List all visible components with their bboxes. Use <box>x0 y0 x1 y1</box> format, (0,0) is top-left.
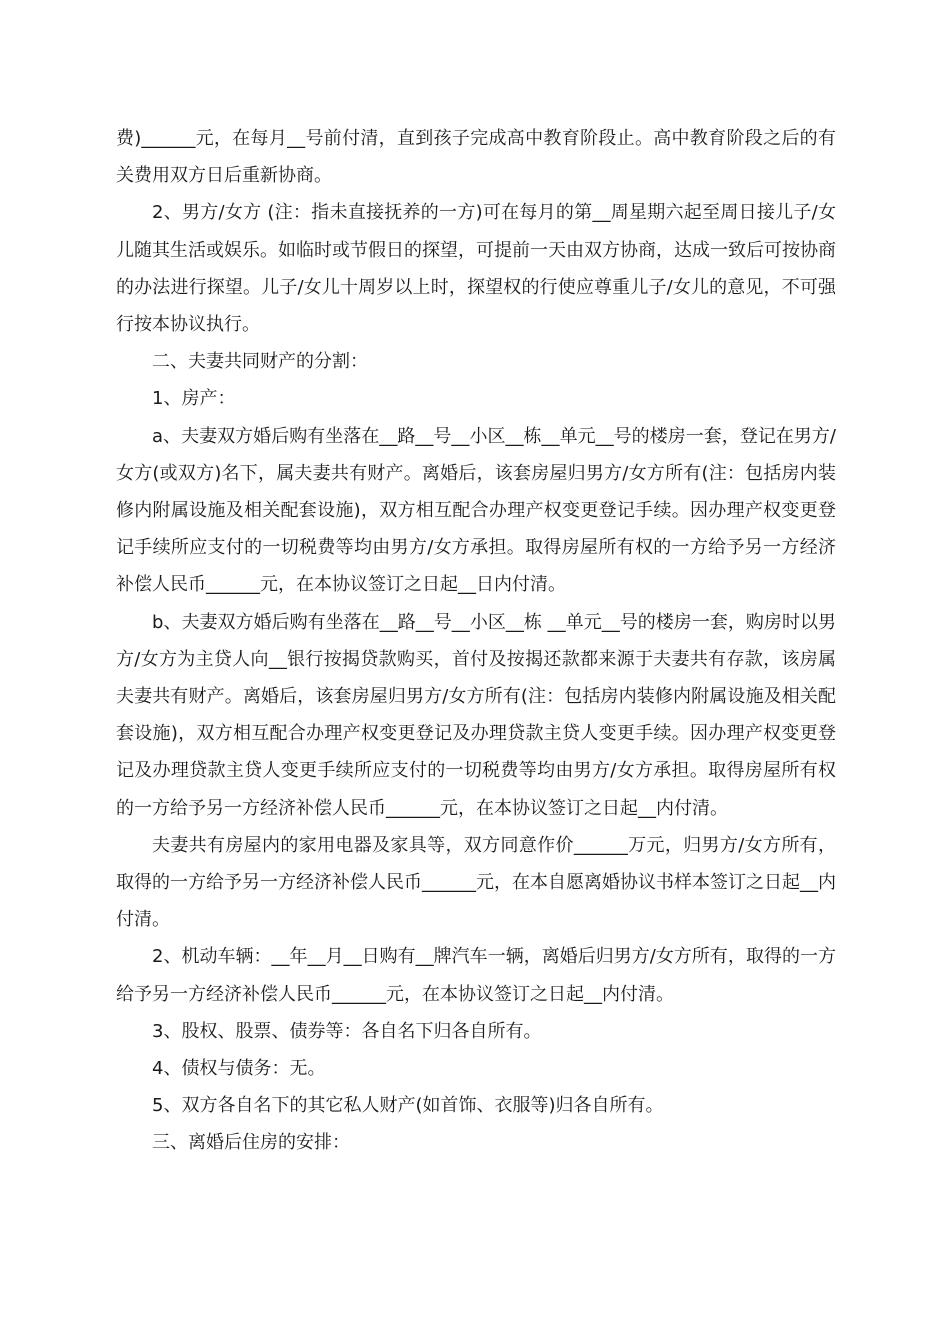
paragraph-child-expenses: 费)______元，在每月__号前付清，直到孩子完成高中教育阶段止。高中教育阶段之后的有关费用双方日后重新协商。 <box>116 128 836 187</box>
paragraph-personal-property: 5、双方各自名下的其它私人财产(如首饰、衣服等)归各自所有。 <box>152 1095 664 1117</box>
section-heading-housing-arrangement: 三、离婚后住房的安排： <box>152 1132 350 1154</box>
paragraph-vehicle: 2、机动车辆：__年__月__日购有__牌汽车一辆，离婚后归男方/女方所有，取得的一方给予另一方经济补偿人民币______元，在本协议签订之日起__内付清。 <box>116 946 836 1005</box>
paragraph-debts: 4、债权与债务：无。 <box>152 1058 326 1080</box>
document-page <box>116 120 836 1162</box>
subheading-real-estate: 1、房产： <box>152 388 236 410</box>
paragraph-visitation-rights: 2、男方/女方 (注：指未直接抚养的一方)可在每月的第__周星期六起至周日接儿子/女儿随其生活或娱乐。如临时或节假日的探望，可提前一天由双方协商，达成一致后可按协商的办法进行探望。儿子/女儿十周岁以上时，探望权的行使应尊重儿子/女儿的意见，不可强行按本协议执行。 <box>116 202 836 336</box>
paragraph-stocks-bonds: 3、股权、股票、债券等：各自名下归各自所有。 <box>152 1020 542 1042</box>
section-heading-property-division: 二、夫妻共同财产的分割： <box>152 351 368 373</box>
paragraph-appliances-furniture: 夫妻共有房屋内的家用电器及家具等，双方同意作价______万元，归男方/女方所有，取得的一方给予另一方经济补偿人民币______元，在本自愿离婚协议书样本签订之日起__内付清。 <box>116 834 836 931</box>
paragraph-house-a: a、夫妻双方婚后购有坐落在__路__号__小区__栋__单元__号的楼房一套，登记在男方/女方(或双方)名下，属夫妻共有财产。离婚后，该套房屋归男方/女方所有(注：包括房内装修内附属设施及相关配套设施)，双方相互配合办理产权变更登记手续。因办理产权变更登记手续所应支付的一切税费等均由男方/女方承担。取得房屋所有权的一方给予另一方经济补偿人民币______元，在本协议签订之日起__日内付清。 <box>116 425 836 596</box>
paragraph-house-b: b、夫妻双方婚后购有坐落在__路__号__小区__栋 __单元__号的楼房一套，购房时以男方/女方为主贷人向__银行按揭贷款购买，首付及按揭还款都来源于夫妻共有存款，该房属夫妻共有财产。离婚后，该套房屋归男方/女方所有(注：包括房内装修内附属设施及相关配套设施)，双方相互配合办理产权变更登记及办理贷款主贷人变更手续。因办理产权变更登记及办理贷款主贷人变更手续所应支付的一切税费等均由男方/女方承担。取得房屋所有权的一方给予另一方经济补偿人民币______元，在本协议签订之日起__内付清。 <box>116 611 836 819</box>
